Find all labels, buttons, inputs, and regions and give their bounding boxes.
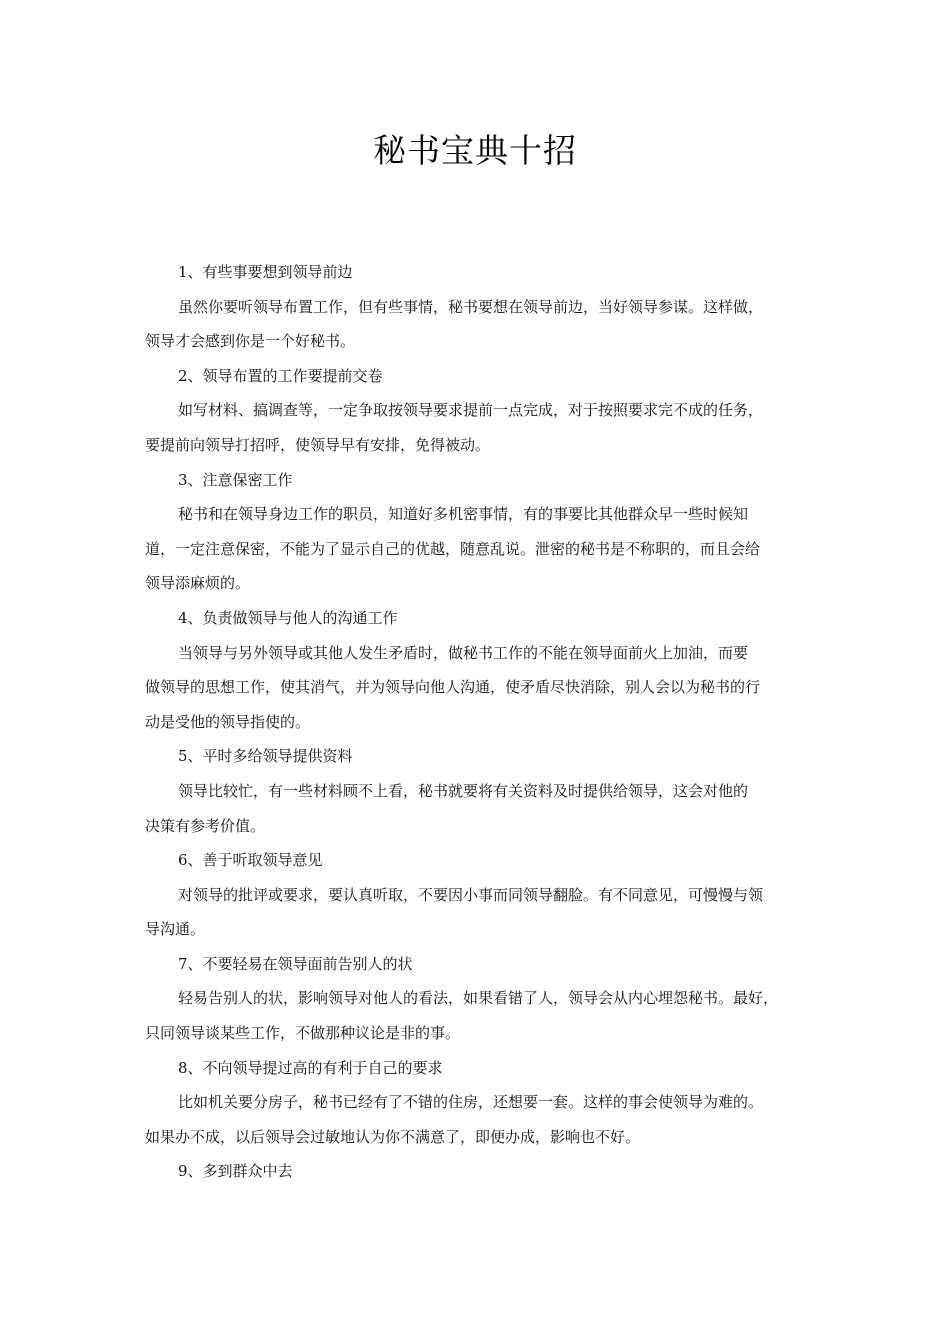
paragraph-line: 比如机关要分房子，秘书已经有了不错的住房，还想要一套。这样的事会使领导为难的。 [178, 1093, 764, 1112]
document-body [145, 255, 807, 1189]
paragraph-line: 导沟通。 [145, 920, 206, 939]
paragraph-line: 动是受他的领导指使的。 [145, 712, 311, 731]
section-heading: 9、多到群众中去 [178, 1162, 293, 1181]
paragraph-line: 做领导的思想工作，使其消气，并为领导向他人沟通，使矛盾尽快消除，别人会以为秘书的行 [145, 678, 761, 697]
paragraph-line: 当领导与另外领导或其他人发生矛盾时，做秘书工作的不能在领导面前火上加油，而要 [178, 643, 749, 662]
section-5 [145, 739, 807, 843]
section-1 [145, 255, 807, 359]
paragraph-line: 决策有参考价值。 [145, 816, 266, 835]
section-7 [145, 947, 807, 1051]
section-8 [145, 1051, 807, 1155]
paragraph-line: 秘书和在领导身边工作的职员，知道好多机密事情，有的事要比其他群众早一些时候知 [178, 505, 749, 524]
section-heading: 5、平时多给领导提供资料 [178, 747, 353, 766]
paragraph-line: 如写材料、搞调查等，一定争取按领导要求提前一点完成，对于按照要求完不成的任务， [178, 401, 764, 420]
paragraph-line: 只同领导谈某些工作，不做那种议论是非的事。 [145, 1024, 461, 1043]
document-title: 秘书宝典十招 [373, 131, 577, 170]
paragraph-line: 轻易告别人的状，影响领导对他人的看法，如果看错了人，领导会从内心埋怨秘书。最好， [178, 989, 779, 1008]
section-heading: 3、注意保密工作 [178, 470, 293, 489]
paragraph-line: 领导比较忙，有一些材料顾不上看，秘书就要将有关资料及时提供给领导，这会对他的 [178, 781, 749, 800]
section-3 [145, 463, 807, 601]
section-2 [145, 359, 807, 463]
section-heading: 6、善于听取领导意见 [178, 851, 323, 870]
section-heading: 2、领导布置的工作要提前交卷 [178, 366, 383, 385]
section-heading: 1、有些事要想到领导前边 [178, 263, 353, 281]
paragraph-line: 要提前向领导打招呼，使领导早有安排，免得被动。 [145, 435, 491, 454]
section-9 [145, 1154, 807, 1189]
section-4 [145, 601, 807, 739]
paragraph-line: 领导才会感到你是一个好秘书。 [145, 332, 356, 351]
section-6 [145, 843, 807, 947]
section-heading: 8、不向领导提过高的有利于自己的要求 [178, 1058, 443, 1077]
paragraph-line: 对领导的批评或要求，要认真听取，不要因小事而同领导翻脸。有不同意见，可慢慢与领 [178, 885, 764, 904]
section-heading: 4、负责做领导与他人的沟通工作 [178, 608, 398, 627]
section-heading: 7、不要轻易在领导面前告别人的状 [178, 954, 413, 973]
paragraph-line: 如果办不成，以后领导会过敏地认为你不满意了，即便办成，影响也不好。 [145, 1127, 641, 1146]
paragraph-line: 道，一定注意保密，不能为了显示自己的优越，随意乱说。泄密的秘书是不称职的，而且会给 [145, 539, 761, 558]
paragraph-line: 虽然你要听领导布置工作，但有些事情，秘书要想在领导前边，当好领导参谋。这样做， [178, 297, 764, 316]
paragraph-line: 领导添麻烦的。 [145, 574, 251, 593]
